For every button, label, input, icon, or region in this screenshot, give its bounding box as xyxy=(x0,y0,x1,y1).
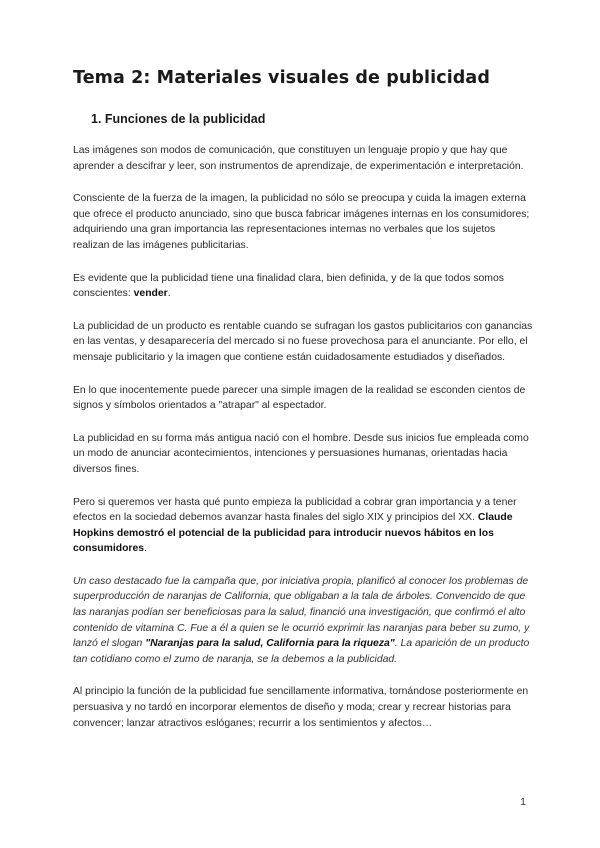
paragraph-7-bold: Claude Hopkins demostró el potencial de la publicidad para introducir nuevos hábitos en los consumidores xyxy=(73,512,513,555)
paragraph-9: Al principio la función de la publicidad fue sencillamente informativa, tornándose posteriormente en persuasiva y no tardó en incorporar elementos de diseño y moda; crear y recrear historias para convencer; lanzar atractivos eslóganes; recurrir a los sentimientos y afectos… xyxy=(73,686,529,729)
paragraph-6: La publicidad en su forma más antigua nació con el hombre. Desde sus inicios fue empleada como un modo de anunciar acontecimientos, intenciones y persuasiones humanas, orientadas hacia diversos fines. xyxy=(73,432,529,475)
section-heading: 1. Funciones de la publicidad xyxy=(91,112,266,126)
paragraph-8-quote xyxy=(73,574,533,668)
paragraph-8-text: Un caso destacado fue la campaña que, por iniciativa propia, planificó al conocer los problemas de superproducción de naranjas de California, que obligaban a la tala de árboles. Convencido de que las naranjas podían ser beneficiosas para la salud, financió una investigación, que confirmó el alto contenido de vitamina C. Fue a él a quien se le ocurrió exprimir las naranjas para beber su zumo, y lanzó el slogan xyxy=(73,575,530,650)
paragraph-7 xyxy=(73,495,533,557)
page-number: 1 xyxy=(520,796,526,808)
paragraph-7-text: Pero si queremos ver hasta qué punto empieza la publicidad a cobrar gran importancia y a tener efectos en la sociedad debemos avanzar hasta finales del siglo XIX y principios del XX. xyxy=(73,496,517,524)
paragraph-8-end: . La aparición de un producto tan cotidiano como el zumo de naranja, se la debemos a la publicidad. xyxy=(73,638,530,665)
paragraph-8-slogan: "Naranjas para la salud, California para la riqueza" xyxy=(145,638,395,650)
paragraph-1: Las imágenes son modos de comunicación, que constituyen un lenguaje propio y que hay que aprender a descifrar y leer, son instrumentos de aprendizaje, de experimentación e interpretación. xyxy=(73,145,524,172)
paragraph-3 xyxy=(73,271,533,302)
paragraph-4: La publicidad de un producto es rentable cuando se sufragan los gastos publicitarios con ganancias en las ventas, y desaparecería del mercado si no fuese provechosa para el anunciante. Por ello, el mensaje publicitario y la imagen que contiene están cuidadosamente estudiados y diseñados. xyxy=(73,320,533,363)
paragraph-7-end: . xyxy=(144,543,147,555)
page-content xyxy=(73,68,533,731)
page-title: Tema 2: Materiales visuales de publicidad xyxy=(73,68,490,88)
paragraph-3-text: Es evidente que la publicidad tiene una finalidad clara, bien definida, y de la que todos somos conscientes: xyxy=(73,272,504,300)
paragraph-2: Consciente de la fuerza de la imagen, la publicidad no sólo se preocupa y cuida la imagen externa que ofrece el producto anunciado, sino que busca fabricar imágenes internas en los consumidores; adquiriendo una gran importancia las representaciones internas no verbales que los sujetos realizan de las imágenes publicitarias. xyxy=(73,193,530,251)
paragraph-3-end: . xyxy=(167,288,171,300)
paragraph-3-bold: vender xyxy=(133,288,168,300)
paragraph-5: En lo que inocentemente puede parecer una simple imagen de la realidad se esconden cientos de signos y símbolos orientados a "atrapar" al espectador. xyxy=(73,384,526,412)
